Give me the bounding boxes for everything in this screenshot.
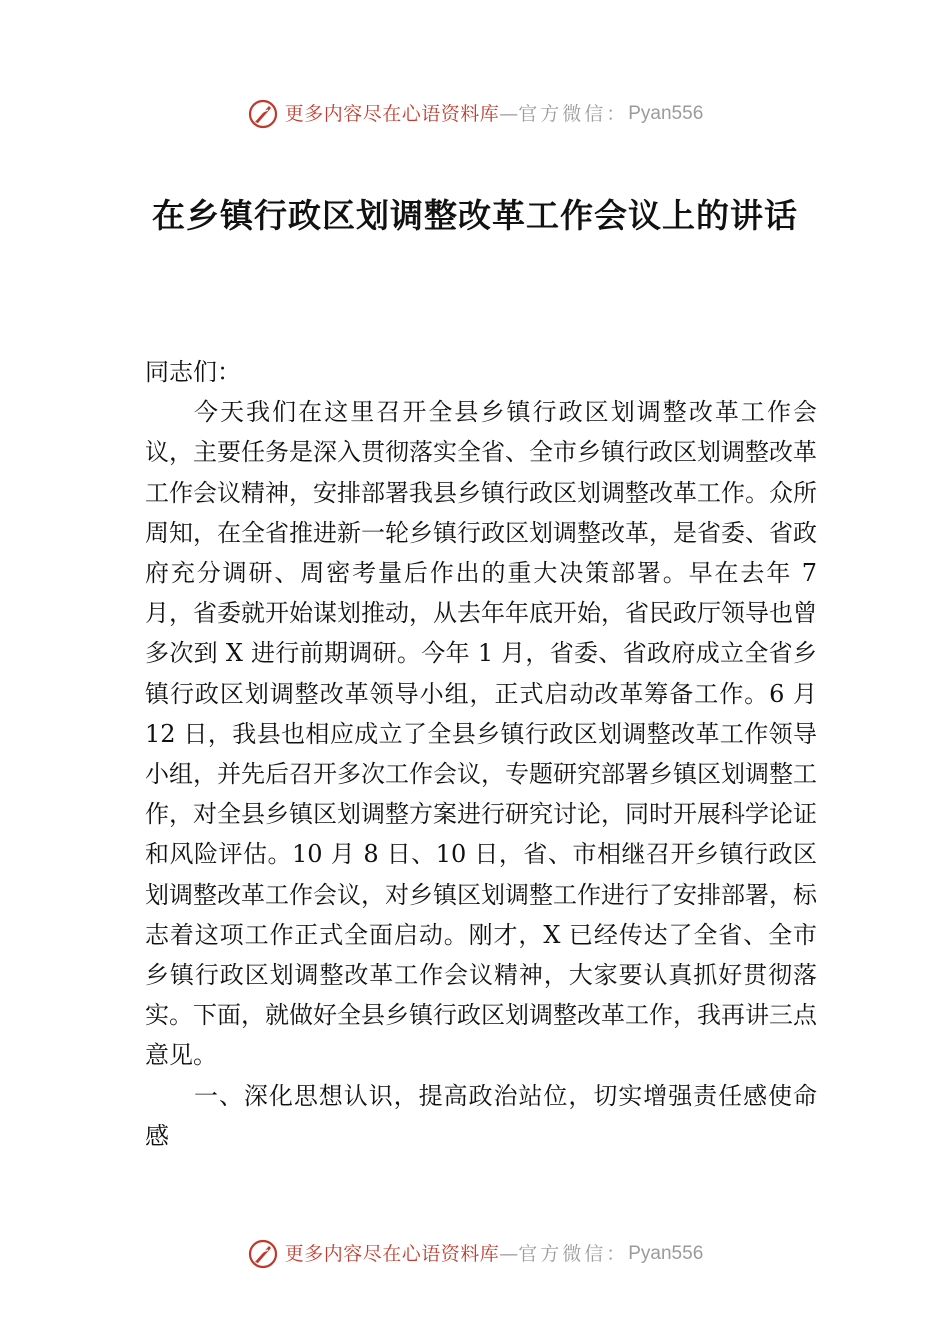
watermark-footer bbox=[0, 1238, 950, 1270]
section-heading: 一、深化思想认识，提高政治站位，切实增强责任感使命感 bbox=[145, 1081, 817, 1150]
watermark-main-text: 更多内容尽在心语资料库 bbox=[284, 1243, 500, 1265]
document-title: 在乡镇行政区划调整改革工作会议上的讲话 bbox=[152, 196, 798, 235]
quill-logo-icon bbox=[247, 98, 279, 130]
watermark-main-text: 更多内容尽在心语资料库 bbox=[284, 103, 500, 125]
watermark-account-label: 官方微信： bbox=[518, 103, 629, 125]
body-paragraph: 今天我们在这里召开全县乡镇行政区划调整改革工作会议，主要任务是深入贯彻落实全省、全市乡镇行政区划调整改革工作会议精神，安排部署我县乡镇行政区划调整改革工作。众所周知，在全省推进新一轮乡镇行政区划调整改革，是省委、省政府充分调研、周密考量后作出的重大决策部署。早在去年 7 月，省委就开始谋划推动，从去年年底开始，省民政厅领导也曾多次到 X 进行前期调研。今年 1 月，省委、省政府成立全省乡镇行政区划调整改革领导小组，正式启动改革筹备工作。6 月 12 日，我县也相应成立了全县乡镇行政区划调整改革工作领导小组，并先后召开多次工作会议，专题研究部署乡镇区划调整工作，对全县乡镇区划调整方案进行研究讨论，同时开展科学论证和风险评估。10 月 8 日、10 日，省、市相继召开乡镇行政区划调整改革工作会议，对乡镇区划调整工作进行了安排部署，标志着这项工作正式全面启动。刚才，X 已经传达了全省、全市乡镇行政区划调整改革工作会议精神，大家要认真抓好贯彻落实。下面，就做好全县乡镇行政区划调整改革工作，我再讲三点意见。 bbox=[145, 398, 817, 1070]
watermark-separator: — bbox=[499, 1243, 519, 1265]
watermark-separator: — bbox=[499, 103, 519, 125]
document-body bbox=[145, 352, 817, 1156]
watermark-header bbox=[0, 98, 950, 130]
watermark-account-id: Pyan556 bbox=[628, 1243, 704, 1264]
watermark-account-label: 官方微信： bbox=[518, 1243, 629, 1265]
quill-logo-icon bbox=[247, 1238, 279, 1270]
watermark-account-id: Pyan556 bbox=[628, 103, 704, 124]
salutation: 同志们： bbox=[145, 358, 241, 386]
